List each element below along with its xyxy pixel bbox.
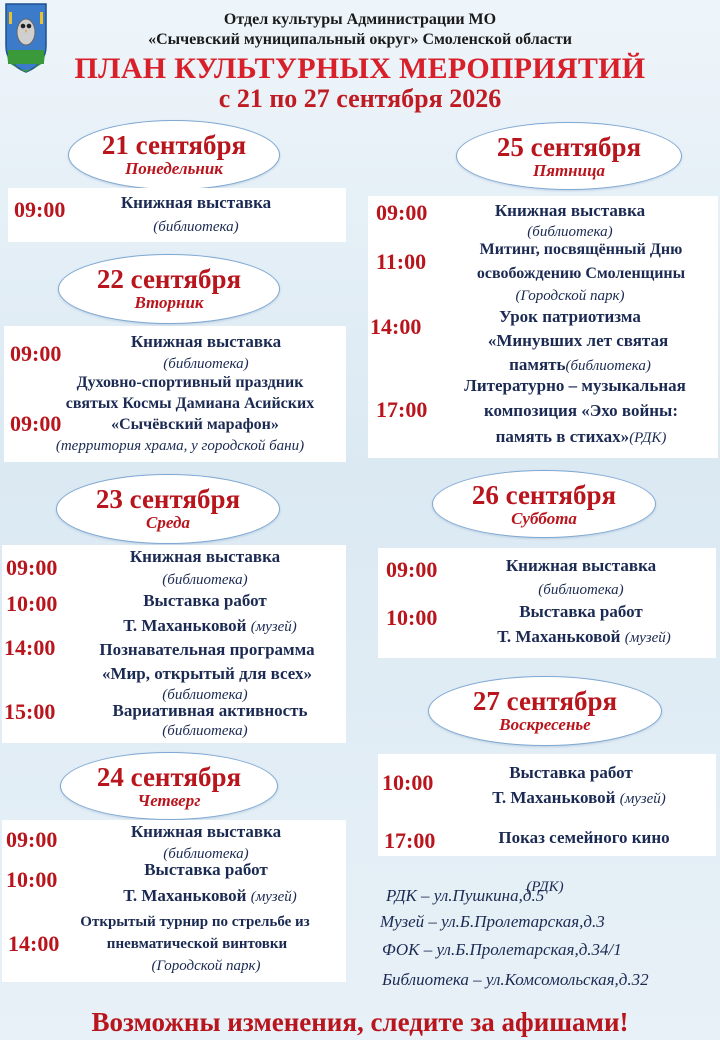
event-title: пневматической винтовки (106, 936, 288, 952)
event-title: освобождению Смоленщины (476, 265, 686, 282)
event-title: Книжная выставка (494, 201, 646, 220)
event-place: (музей) (250, 889, 297, 905)
event-time: 09:00 (386, 557, 438, 582)
event-title: Показ семейного кино (498, 828, 670, 847)
day-date: 27 сентября (472, 686, 618, 716)
event-title: «Минувших лет святая (487, 331, 669, 350)
event-place: (библиотека) (153, 219, 239, 235)
day-oval-22 (58, 254, 280, 324)
event-time: 15:00 (4, 699, 56, 724)
day-oval-23 (56, 474, 280, 544)
event-place: (Городской парк) (515, 288, 625, 304)
event-title: «Мир, открытый для всех» (101, 664, 313, 683)
event-time: 17:00 (384, 828, 436, 853)
event-title: Т. Маханьковой (492, 788, 616, 807)
day-weekday: Вторник (134, 293, 204, 312)
day-weekday: Понедельник (125, 159, 223, 178)
event-time: 09:00 (10, 341, 62, 366)
event-place: (территория храма, у городской бани) (55, 438, 305, 454)
page-title: ПЛАН КУЛЬТУРНЫХ МЕРОПРИЯТИЙ (74, 52, 646, 85)
event-place: (музей) (624, 630, 671, 646)
event-time: 10:00 (6, 591, 58, 616)
event-title: Духовно-спортивный праздник (76, 374, 304, 391)
event-title: память (509, 355, 566, 374)
event-title-with-place (80, 886, 340, 907)
event-place: (РДК) (629, 430, 667, 446)
event-time: 11:00 (376, 249, 427, 274)
owl-crest-icon (4, 2, 48, 74)
event-title-with-place (80, 616, 340, 637)
event-time: 14:00 (8, 931, 60, 956)
event-place: (библиотека) (162, 723, 248, 739)
event-title-with-place (440, 355, 720, 376)
day-weekday: Воскресенье (499, 715, 591, 734)
event-title: композиция «Эхо войны: (483, 401, 678, 420)
event-time: 09:00 (10, 411, 62, 436)
event-title: Митинг, посвящённый Дню (479, 241, 683, 258)
address-library: Библиотека – ул.Комсомольская,д.32 (382, 970, 649, 989)
event-title-with-place (454, 627, 714, 648)
day-date: 25 сентября (496, 132, 642, 162)
event-place: (библиотека) (163, 356, 249, 372)
event-place: (библиотека) (162, 687, 248, 703)
event-place: (Городской парк) (151, 958, 261, 974)
event-time: 09:00 (6, 555, 58, 580)
day-weekday: Четверг (137, 791, 201, 810)
day-date: 21 сентября (101, 130, 247, 160)
event-title: Т. Маханьковой (497, 627, 621, 646)
event-title: Выставка работ (144, 860, 268, 879)
day-weekday: Среда (146, 513, 190, 532)
event-place: (РДК) (526, 879, 564, 895)
event-title: Т. Маханьковой (123, 886, 247, 905)
event-place: (музей) (250, 619, 297, 635)
event-title: Выставка работ (509, 763, 633, 782)
day-oval-21 (68, 120, 280, 190)
address-museum: Музей – ул.Б.Пролетарская,д.3 (380, 912, 605, 931)
day-oval-27 (428, 676, 662, 746)
event-title: «Сычёвский марафон» (111, 416, 279, 433)
event-title: память в стихах» (495, 427, 630, 446)
event-place: (музей) (619, 791, 666, 807)
day-oval-26 (432, 470, 656, 538)
day-date: 23 сентября (95, 484, 241, 514)
event-title-with-place (448, 788, 710, 809)
day-oval-25 (456, 122, 682, 190)
event-place: (библиотека) (163, 846, 249, 862)
day-oval-24 (60, 752, 278, 820)
event-title: Вариативная активность (112, 701, 308, 720)
event-title-with-place (446, 427, 716, 448)
event-time: 14:00 (4, 635, 56, 660)
event-place: (библиотека) (162, 572, 248, 588)
day-weekday: Суббота (511, 509, 577, 528)
day-date: 22 сентября (96, 264, 242, 294)
event-title: Книжная выставка (130, 822, 282, 841)
page-period: с 21 по 27 сентября 2026 (218, 84, 502, 113)
event-time: 10:00 (6, 867, 58, 892)
event-place: (библиотека) (527, 224, 613, 240)
event-title: Открытый турнир по стрельбе из (80, 914, 310, 930)
event-title: Книжная выставка (129, 547, 281, 566)
header-org-line2: «Сычевский муниципальный округ» Смоленской области (148, 31, 572, 48)
event-place: (библиотека) (565, 358, 651, 374)
address-rdk: РДК – ул.Пушкина,д.5 (386, 886, 545, 905)
event-time: 09:00 (14, 197, 66, 222)
event-title: Т. Маханьковой (123, 616, 247, 635)
address-fok: ФОК – ул.Б.Пролетарская,д.34/1 (382, 940, 622, 959)
event-time: 10:00 (382, 770, 434, 795)
header-org-line1: Отдел культуры Администрации МО (223, 11, 497, 28)
event-title: Книжная выставка (130, 332, 282, 351)
day-date: 24 сентября (96, 762, 242, 792)
day-weekday: Пятница (532, 161, 606, 180)
event-time: 17:00 (376, 397, 428, 422)
event-title: святых Космы Дамиана Асийских (65, 395, 315, 412)
event-time: 09:00 (6, 827, 58, 852)
event-title: Книжная выставка (505, 556, 657, 575)
event-title: Литературно – музыкальная (464, 376, 686, 395)
event-title: Познавательная программа (99, 640, 315, 659)
event-title: Выставка работ (143, 591, 267, 610)
event-time: 09:00 (376, 200, 428, 225)
event-title: Книжная выставка (120, 193, 272, 212)
event-title: Выставка работ (519, 602, 643, 621)
event-time: 14:00 (370, 314, 422, 339)
day-date: 26 сентября (471, 480, 617, 510)
event-time: 10:00 (386, 605, 438, 630)
footer-notice: Возможны изменения, следите за афишами! (91, 1007, 629, 1037)
event-title: Урок патриотизма (499, 307, 641, 326)
event-place: (библиотека) (538, 582, 624, 598)
